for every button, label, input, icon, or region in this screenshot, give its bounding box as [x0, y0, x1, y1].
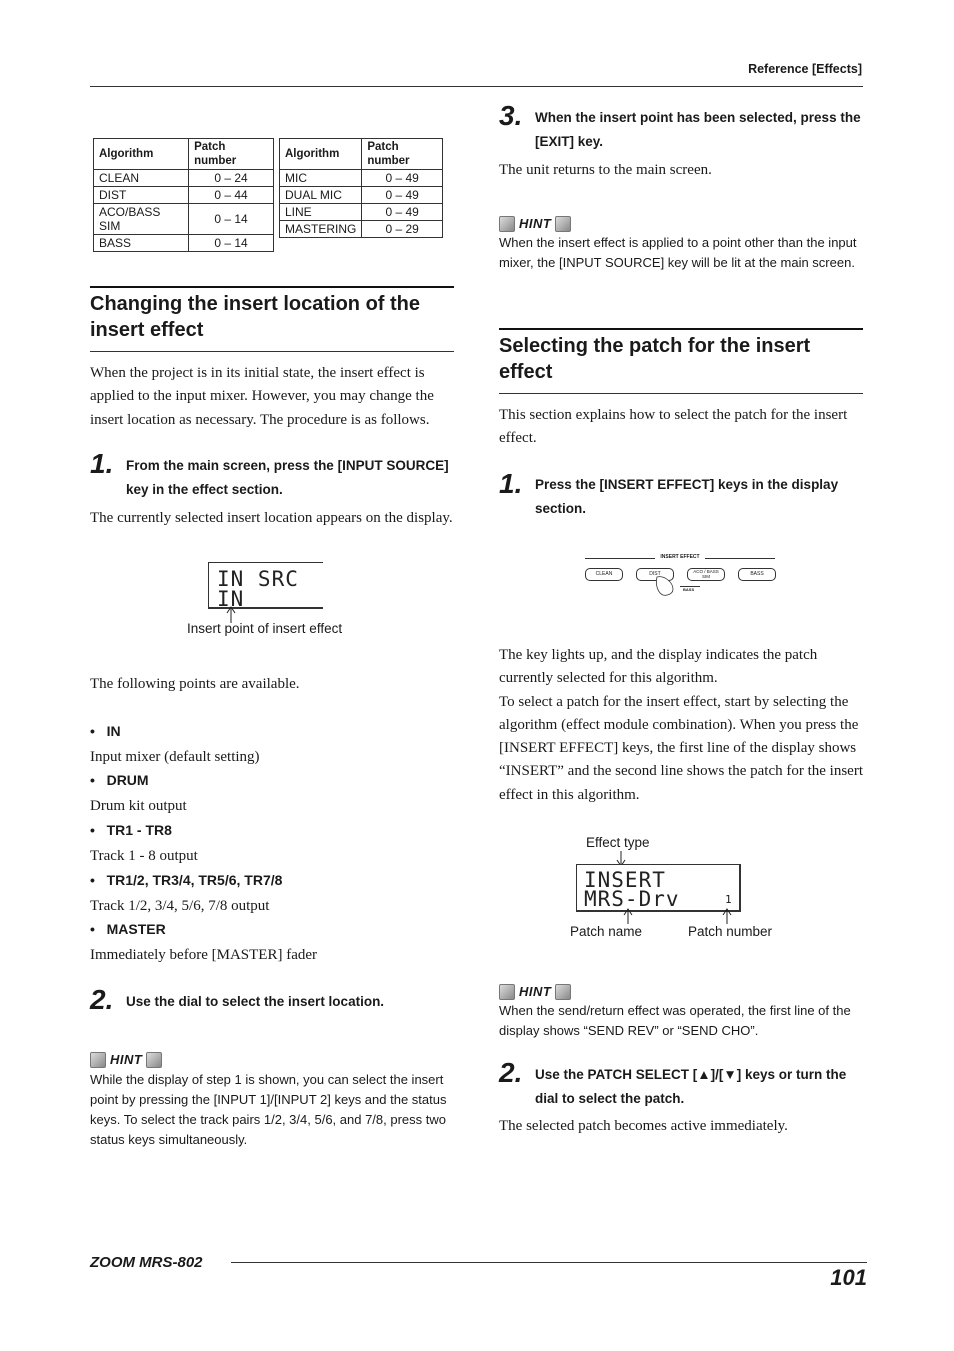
pressing-finger-icon [653, 575, 677, 597]
lcd-caption: Insert point of insert effect [187, 621, 343, 636]
arrow-up-icon [720, 908, 734, 924]
points-intro: The following points are available. [90, 676, 300, 692]
footer-model: ZOOM MRS-802 [90, 1254, 203, 1271]
hint-text: While the display of step 1 is shown, you can select the insert point by pressing the [INPUT 1]/[INPUT 2] keys and the status keys. To select the track pairs 1/2, 3/4, 5/6, and 7/8, press two status keys simultaneously. [90, 1072, 447, 1147]
table-row: BASS 0 – 14 [94, 235, 274, 252]
hint-text: When the send/return effect was operated, the first line of the display shows “SEND REV” or “SEND CHO”. [499, 1003, 851, 1038]
table-row: ACO/BASS SIM 0 – 14 [94, 204, 274, 235]
lcd-display [576, 864, 741, 912]
step-number: 2. [499, 1057, 523, 1088]
hint-square-icon [90, 1052, 106, 1068]
key-group-label: INSERT EFFECT [660, 554, 700, 560]
hint-heading: HINT [499, 983, 571, 999]
header-rule [90, 86, 863, 87]
hint-text: When the insert effect is applied to a point other than the input mixer, the [INPUT SOURCE] key will be lit at the main screen. [499, 235, 857, 270]
step-result: The unit returns to the main screen. [499, 162, 712, 178]
table-header: Patch number [362, 139, 443, 170]
step-result: The selected patch becomes active immediately. [499, 1118, 788, 1134]
algorithm-table-left [93, 138, 274, 252]
hint-square-icon [499, 984, 515, 1000]
running-header: Reference [Effects] [748, 62, 862, 76]
lcd-line-2: MRS-Drv [584, 887, 680, 911]
hint-square-icon [146, 1052, 162, 1068]
step-text: When the insert point has been selected, press the [EXIT] key. [535, 110, 861, 149]
section-rule-top [90, 286, 454, 288]
bass-key[interactable]: BASS [738, 568, 776, 581]
key-sub-label: BASS [683, 587, 695, 592]
hint-square-icon [499, 216, 515, 232]
table-row: CLEAN 0 – 24 [94, 170, 274, 187]
step-text: Use the dial to select the insert location. [126, 994, 385, 1009]
arrow-up-icon [621, 908, 635, 924]
bullet-desc: Track 1 - 8 output [90, 848, 198, 864]
section-rule-bottom [499, 393, 863, 394]
clean-key[interactable]: CLEAN [585, 568, 623, 581]
bullet-desc: Drum kit output [90, 798, 187, 814]
bullet-item: • MASTER [90, 921, 166, 937]
lcd-label-effect-type: Effect type [586, 835, 650, 850]
table-row: MIC 0 – 49 [280, 170, 443, 187]
bullet-item: • TR1 - TR8 [90, 822, 172, 838]
section-title: Selecting the patch for the insert effect [499, 335, 811, 383]
algorithm-table-right [279, 138, 443, 238]
aco-bass-sim-key[interactable]: ACO / BASS SIM [687, 568, 725, 581]
section-title: Changing the insert location of the insert effect [90, 293, 420, 341]
hint-square-icon [555, 984, 571, 1000]
table-header: Patch number [189, 139, 274, 170]
step-text: Press the [INSERT EFFECT] keys in the display section. [535, 477, 839, 516]
step-number: 1. [90, 448, 114, 479]
bullet-item: • DRUM [90, 772, 149, 788]
bullet-item: • TR1/2, TR3/4, TR5/6, TR7/8 [90, 872, 283, 888]
step-number: 3. [499, 100, 523, 131]
table-header: Algorithm [280, 139, 362, 170]
section-rule-top [499, 328, 863, 330]
lcd-label-patch-number: Patch number [688, 924, 773, 939]
lcd-line-1: IN SRC [217, 567, 299, 591]
step-result: The currently selected insert location appears on the display. [90, 510, 453, 526]
table-row: DIST 0 – 44 [94, 187, 274, 204]
step-number: 1. [499, 468, 523, 499]
hint-square-icon [555, 216, 571, 232]
page-number: 101 [830, 1265, 867, 1290]
intro-paragraph: When the project is in its initial state, the insert effect is applied to the input mixer. However, you may change the insert location as necessary. The procedure is as follows. [90, 365, 434, 428]
lcd-display [208, 562, 323, 609]
table-row: LINE 0 – 49 [280, 204, 443, 221]
insert-effect-key-panel [585, 553, 775, 595]
bullet-item: • IN [90, 723, 121, 739]
hint-heading: HINT [90, 1051, 162, 1067]
lcd-patch-number: 1 [725, 893, 732, 906]
lcd-line-2: IN [217, 587, 245, 611]
step-number: 2. [90, 984, 114, 1015]
body-paragraph: The key lights up, and the display indicates the patch currently selected for this algorithm. To select a patch for the insert effect, start by selecting the algorithm (effect module combination). When you press the [INSERT EFFECT] keys, the first line of the display shows “INSERT” and the second line shows the patch for the insert effect in this algorithm. [499, 647, 863, 803]
bullet-desc: Immediately before [MASTER] fader [90, 947, 317, 963]
dist-key[interactable]: DIST [636, 568, 674, 581]
footer-rule [231, 1262, 867, 1263]
bullet-desc: Input mixer (default setting) [90, 749, 260, 765]
table-header: Algorithm [94, 139, 189, 170]
lcd-label-patch-name: Patch name [570, 924, 643, 939]
step-text: Use the PATCH SELECT [▲]/[▼] keys or turn the dial to select the patch. [535, 1067, 847, 1106]
intro-paragraph: This section explains how to select the patch for the insert effect. [499, 407, 848, 447]
table-row: MASTERING 0 – 29 [280, 221, 443, 238]
lcd-line-1: INSERT [584, 868, 666, 892]
bullet-desc: Track 1/2, 3/4, 5/6, 7/8 output [90, 898, 270, 914]
section-rule-bottom [90, 351, 454, 352]
step-text: From the main screen, press the [INPUT SOURCE] key in the effect section. [126, 458, 449, 497]
table-row: DUAL MIC 0 – 49 [280, 187, 443, 204]
hint-heading: HINT [499, 215, 571, 231]
